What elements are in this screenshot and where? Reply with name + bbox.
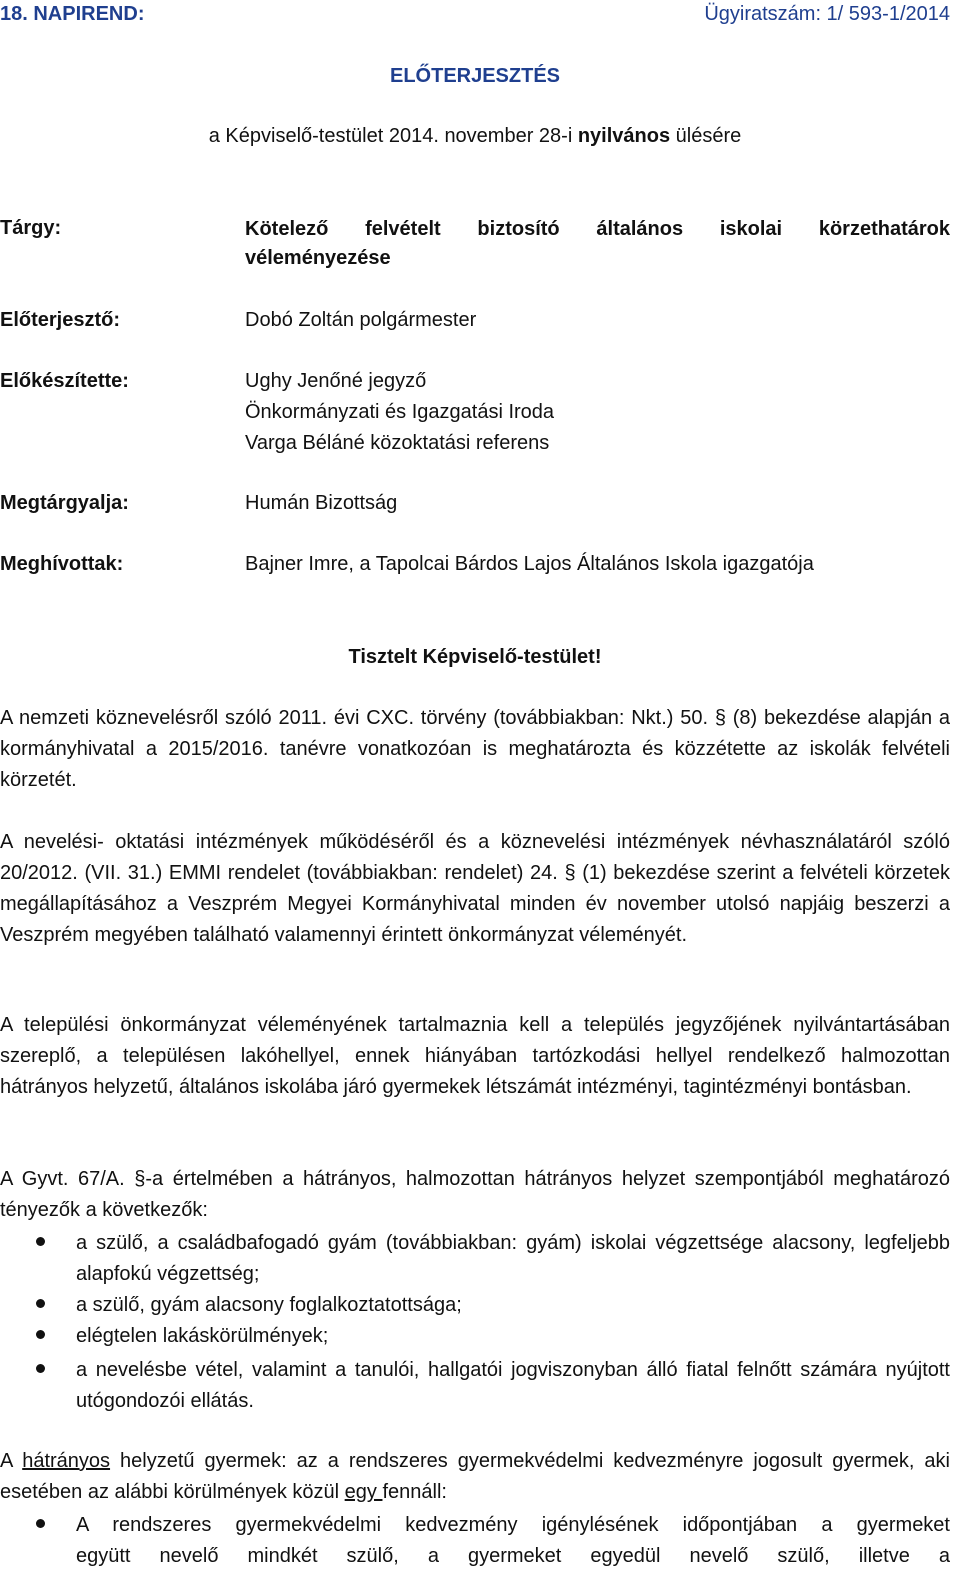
subject-line-1: Kötelező felvételt biztosító általános iskolai körzethatárok <box>245 218 950 240</box>
subject-line-2: véleményezése <box>245 247 391 269</box>
bullet-icon <box>36 1299 45 1308</box>
document-header <box>0 3 950 27</box>
discussed-by-value: Humán Bizottság <box>245 492 398 514</box>
discussed-by-label: Megtárgyalja: <box>0 492 129 514</box>
list-item-text-line-2: együtt nevelő mindkét szülő, a gyermeket egyedül nevelő szülő, illetve a <box>76 1545 950 1567</box>
document-subtitle <box>0 124 950 148</box>
subject-label: Tárgy: <box>0 217 62 239</box>
list-item <box>0 1228 950 1290</box>
p5-post: fennáll: <box>382 1481 447 1503</box>
bullet-icon <box>36 1519 45 1528</box>
list-item <box>0 1321 950 1352</box>
list-item <box>0 1290 950 1321</box>
list-item <box>0 1510 950 1574</box>
subtitle-post: ülésére <box>670 125 742 147</box>
list-item-text-line-1: A rendszeres gyermekvédelmi kedvezmény igénylésének időpontjában a gyermeket <box>76 1514 950 1536</box>
list-item-text: elégtelen lakáskörülmények; <box>76 1325 329 1347</box>
agenda-item-number: 18. NAPIREND: <box>0 3 145 25</box>
paragraph-2: A nevelési- oktatási intézmények működéséről és a köznevelési intézmények névhasználatáról szóló 20/2012. (VII. 31.) EMMI rendelet (továbbiakban: rendelet) 24. § (1) bekezdése szerint a felvételi körzetek megállapításához a Veszprém Megyei Kormányhivatal minden év november utolsó napjáig beszerzi a Veszprém megyében található valamennyi érintett önkormányzat véleményét. <box>0 831 950 946</box>
bullet-icon <box>36 1237 45 1246</box>
list-item-text: a szülő, gyám alacsony foglalkoztatottsága; <box>76 1294 462 1316</box>
p5-pre: A <box>0 1450 23 1472</box>
presenter-value: Dobó Zoltán polgármester <box>245 309 477 331</box>
subtitle-bold: nyilvános <box>577 125 671 147</box>
list-item-text: a szülő, a családbafogadó gyám (továbbiakban: gyám) iskolai végzettsége alacsony, legfeljebb alapfokú végzettség; <box>76 1232 950 1285</box>
salutation: Tisztelt Képviselő-testület! <box>348 646 602 668</box>
prepared-by-line-1: Ughy Jenőné jegyző <box>245 370 427 392</box>
file-number: Ügyiratszám: 1/ 593-1/2014 <box>704 3 950 25</box>
bullet-icon <box>36 1364 45 1373</box>
paragraph-1: A nemzeti köznevelésről szóló 2011. évi CXC. törvény (továbbiakban: Nkt.) 50. § (8) bekezdése alapján a kormányhivatal a 2015/2016. tanévre vonatkozóan is meghatározta és közzétette az iskolák felvételi körzetét. <box>0 707 950 791</box>
prepared-by-line-3: Varga Béláné közoktatási referens <box>245 432 550 454</box>
paragraph-3: A települési önkormányzat véleményének tartalmaznia kell a település jegyzőjének nyilvántartásában szereplő, a településen lakóhellyel, ennek hiányában tartózkodási hellyel rendelkező halmozottan hátrányos helyzetű, általános iskolába járó gyermekek létszámát intézményi, tagintézményi bontásban. <box>0 1014 950 1098</box>
list-item-text: a nevelésbe vétel, valamint a tanulói, hallgatói jogviszonyban álló fiatal felnőtt számára nyújtott utógondozói ellátás. <box>76 1359 950 1412</box>
subtitle-pre: a Képviselő-testület 2014. november 28-i <box>208 125 578 147</box>
bullet-icon <box>36 1330 45 1339</box>
paragraph-5 <box>0 1446 950 1508</box>
prepared-by-label: Előkészítette: <box>0 370 129 392</box>
document-title: ELŐTERJESZTÉS <box>389 65 561 87</box>
invited-label: Meghívottak: <box>0 553 124 575</box>
presenter-label: Előterjesztő: <box>0 309 121 331</box>
p5-underlined-1: hátrányos <box>22 1450 111 1472</box>
invited-value: Bajner Imre, a Tapolcai Bárdos Lajos Általános Iskola igazgatója <box>245 553 814 575</box>
p5-mid: helyzetű gyermek: az a rendszeres gyermekvédelmi kedvezményre jogosult gyermek, aki esetében az alábbi körülmények közül <box>0 1450 950 1503</box>
paragraph-4: A Gyvt. 67/A. §-a értelmében a hátrányos, halmozottan hátrányos helyzet szempontjából meghatározó tényezők a következők: <box>0 1168 950 1221</box>
prepared-by-line-2: Önkormányzati és Igazgatási Iroda <box>245 401 555 423</box>
p5-underlined-2: egy <box>344 1481 383 1503</box>
list-item <box>0 1355 950 1417</box>
